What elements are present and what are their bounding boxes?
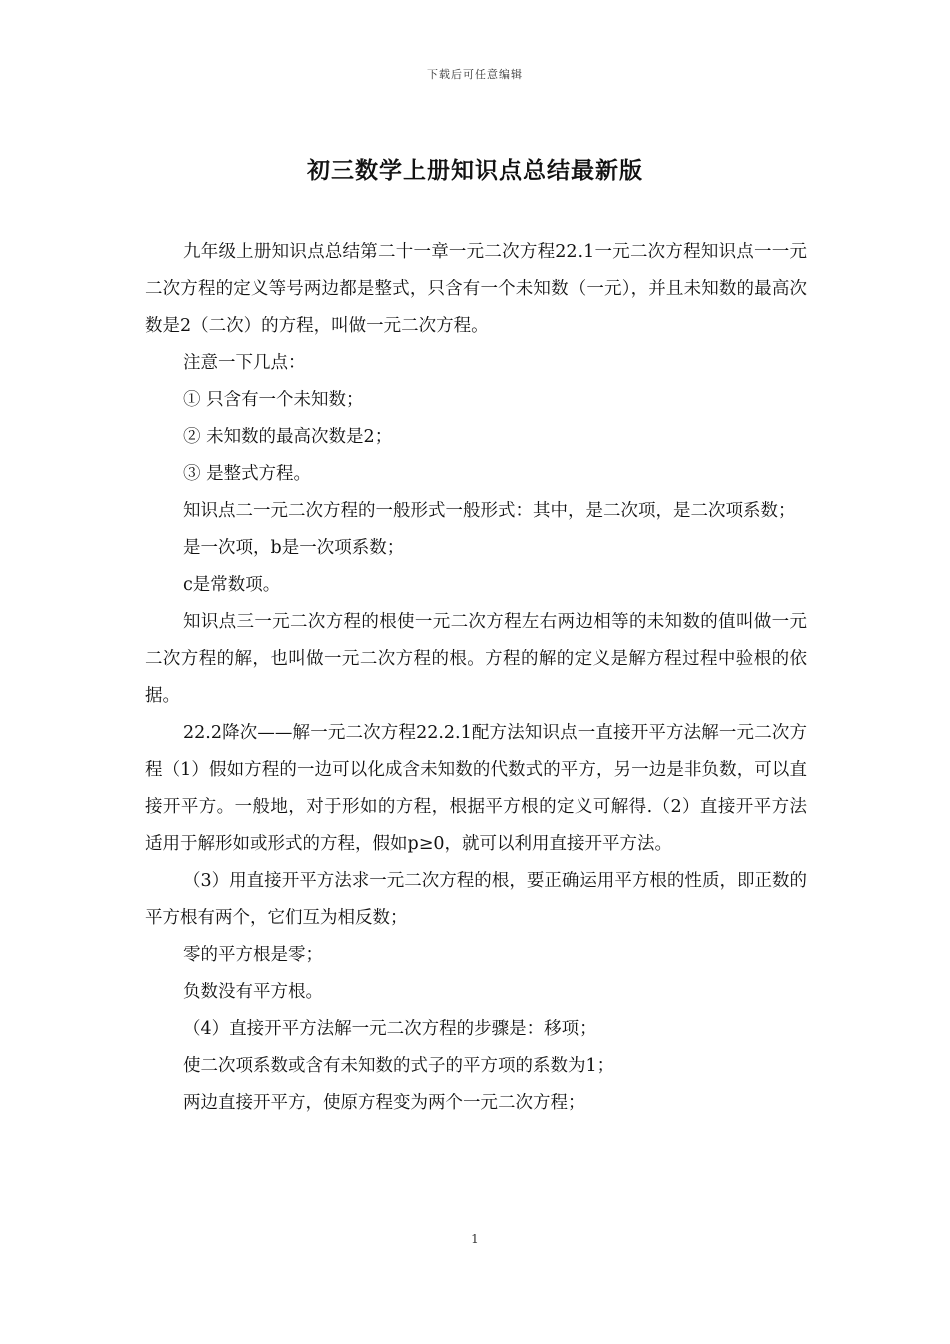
paragraph-steps: （4）直接开平方法解一元二次方程的步骤是：移项； xyxy=(183,1019,597,1039)
page-number: 1 xyxy=(471,1232,479,1246)
paragraph-constant-term: c是常数项。 xyxy=(183,575,281,595)
paragraph-direct-square-root: 22.2降次——解一元二次方程22.2.1配方法知识点一直接开平方法解一元二次方程（1）假如方程的一边可以化成含未知数的代数式的平方，另一边是非负数，可以直接开平方。一般地，对于形如的方程，根据平方根的定义可解得.（2）直接开平方法适用于解形如或形式的方程，假如p≥0，就可以利用直接开平方法。 xyxy=(145,723,807,854)
list-item: ② 未知数的最高次数是2； xyxy=(183,427,393,447)
document-title: 初三数学上册知识点总结最新版 xyxy=(307,157,643,184)
paragraph-step-coefficient: 使二次项系数或含有未知数的式子的平方项的系数为1； xyxy=(183,1056,615,1076)
document-body xyxy=(145,234,807,1122)
paragraph-step-square-root: 两边直接开平方，使原方程变为两个一元二次方程； xyxy=(183,1093,586,1113)
list-item: ③ 是整式方程。 xyxy=(183,464,312,484)
paragraph-roots: 知识点三一元二次方程的根使一元二次方程左右两边相等的未知数的值叫做一元二次方程的解，也叫做一元二次方程的根。方程的解的定义是解方程过程中验根的依据。 xyxy=(145,612,807,706)
paragraph-square-root-properties: （3）用直接开平方法求一元二次方程的根，要正确运用平方根的性质，即正数的平方根有两个，它们互为相反数； xyxy=(145,871,807,928)
paragraph-general-form: 知识点二一元二次方程的一般形式一般形式：其中，是二次项，是二次项系数； xyxy=(183,501,796,521)
paragraph-note-intro: 注意一下几点： xyxy=(183,353,306,373)
paragraph-negative-root: 负数没有平方根。 xyxy=(183,982,323,1002)
paragraph-zero-root: 零的平方根是零； xyxy=(183,945,323,965)
paragraph-linear-term: 是一次项，b是一次项系数； xyxy=(183,538,405,558)
list-item: ① 只含有一个未知数； xyxy=(183,390,364,410)
paragraph-definition: 九年级上册知识点总结第二十一章一元二次方程22.1一元二次方程知识点一一元二次方程的定义等号两边都是整式，只含有一个未知数（一元），并且未知数的最高次数是2（二次）的方程，叫做一元二次方程。 xyxy=(145,242,807,336)
header-note: 下载后可任意编辑 xyxy=(427,68,523,81)
